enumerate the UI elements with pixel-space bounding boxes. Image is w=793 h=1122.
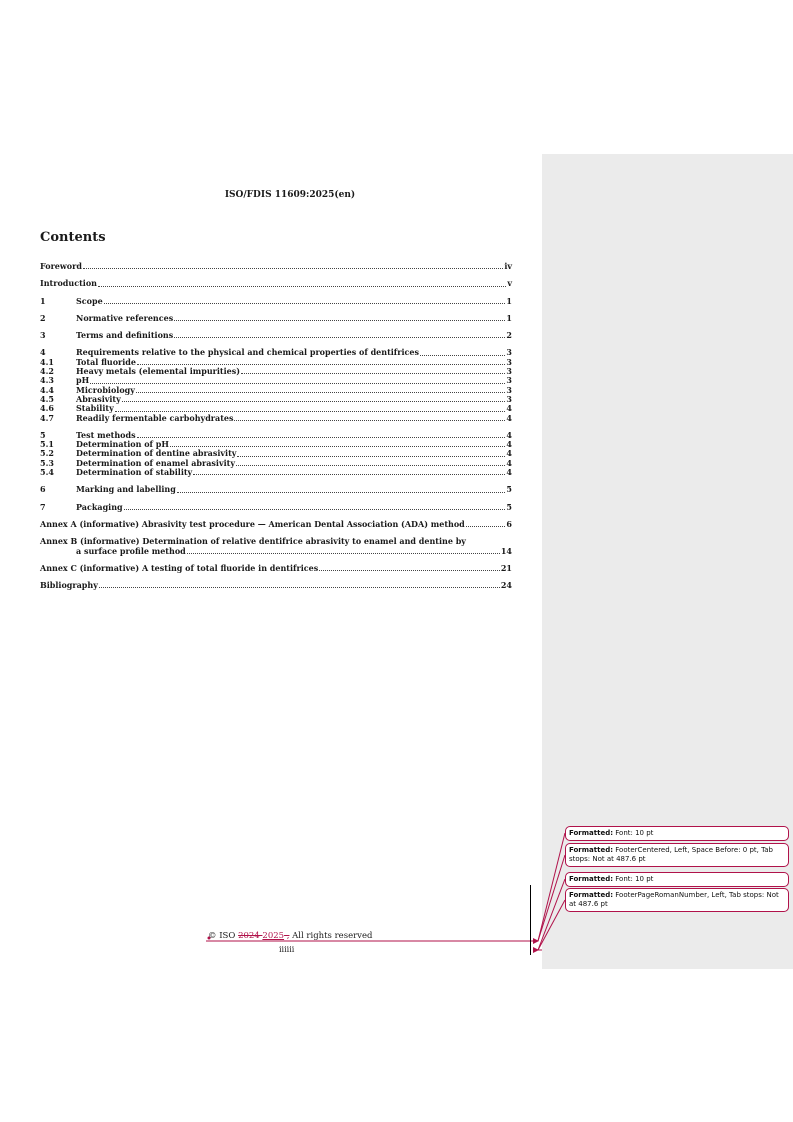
toc-title: Packaging [76, 501, 123, 512]
toc-number: 4.5 [40, 393, 54, 404]
comment-balloon-2[interactable]: Formatted: FooterCentered, Left, Space Before: 0 pt, Tab stops: Not at 487.6 pt [565, 843, 789, 867]
toc-number: 4.1 [40, 356, 54, 367]
toc-page: 14 [500, 545, 512, 556]
toc-title: Normative references [76, 312, 174, 323]
footer-copyright: © ISO 2024 2025 , All rights reserved [208, 931, 373, 941]
toc-title: Foreword [40, 261, 82, 271]
toc-page: 4 [506, 412, 512, 423]
toc-page: 4 [506, 429, 512, 440]
toc-page: iv [504, 261, 512, 271]
toc-number: 5.1 [40, 439, 54, 450]
toc-page: 5 [506, 484, 512, 495]
toc-title: Total fluoride [76, 356, 136, 367]
toc-title: Heavy metals (elemental impurities) [76, 366, 241, 377]
toc-title: Microbiology [76, 384, 135, 395]
footer-page-number: iiiiii [279, 945, 295, 954]
toc-page: 3 [506, 393, 512, 404]
toc-number: 5.3 [40, 457, 54, 468]
toc-title: pH [76, 375, 90, 386]
toc-page: 3 [506, 356, 512, 367]
toc-number: 4.7 [40, 412, 54, 423]
toc-page: 4 [506, 448, 512, 459]
toc-title: Bibliography [40, 580, 98, 591]
toc-title: a surface profile method [76, 545, 186, 556]
toc-page: 4 [506, 439, 512, 450]
toc-title: Stability [76, 403, 114, 414]
toc-title: Determination of stability [76, 467, 193, 478]
toc-page: 4 [506, 457, 512, 468]
toc-title: Determination of pH [76, 439, 169, 450]
toc-number: 5.2 [40, 448, 54, 459]
document-header: ISO/FDIS 11609:2025(en) [224, 190, 356, 200]
comment-balloon-1[interactable]: Formatted: Font: 10 pt [565, 826, 789, 841]
contents-title: Contents [40, 230, 106, 245]
toc-page: 24 [500, 580, 512, 591]
toc-title: Abrasivity [76, 393, 121, 404]
toc-title: Annex A (informative) Abrasivity test procedure — American Dental Association (ADA) method [40, 518, 465, 529]
toc-title: Determination of enamel abrasivity [76, 457, 235, 468]
toc-number: 4.3 [40, 375, 54, 386]
toc-page: 21 [500, 562, 512, 573]
toc-title: Terms and definitions [76, 330, 174, 341]
toc-number: 4 [40, 347, 46, 358]
toc-page: 2 [506, 330, 512, 341]
comment-balloon-4[interactable]: Formatted: FooterPageRomanNumber, Left, Tab stops: Not at 487.6 pt [565, 888, 789, 912]
toc-page: 3 [506, 384, 512, 395]
toc-number: 4.6 [40, 403, 54, 414]
margin-line [530, 885, 531, 955]
toc-page: 3 [506, 375, 512, 386]
toc-page: 5 [506, 501, 512, 512]
comment-balloon-3[interactable]: Formatted: Font: 10 pt [565, 872, 789, 887]
toc-number: 7 [40, 501, 46, 512]
toc-number: 5.4 [40, 467, 54, 478]
toc-title: Requirements relative to the physical and chemical properties of dentifrices [76, 347, 419, 358]
toc-number: 5 [40, 429, 46, 440]
toc-page: 1 [506, 312, 512, 323]
toc-title: Test methods [76, 429, 136, 440]
toc-number: 1 [40, 295, 46, 306]
toc-number: 3 [40, 330, 46, 341]
toc-number: 6 [40, 484, 46, 495]
toc-number: 4.2 [40, 366, 54, 377]
toc-title: Marking and labelling [76, 484, 176, 495]
toc-page: 4 [506, 403, 512, 414]
toc-title: Determination of dentine abrasivity [76, 448, 237, 459]
toc-title: Introduction [40, 278, 97, 289]
toc-title: Scope [76, 295, 103, 306]
toc-page: 6 [506, 518, 512, 529]
toc-page: 4 [506, 467, 512, 478]
toc-page: 1 [506, 295, 512, 306]
toc-page: 3 [506, 366, 512, 377]
toc-title: Annex C (informative) A testing of total fluoride in dentifrices [40, 562, 319, 573]
toc-annex-entry[interactable]: Annex B (informative) Determination of relative dentifrice abrasivity to enamel and dentine by [40, 536, 466, 547]
toc-page: v [507, 278, 512, 289]
toc-number: 4.4 [40, 384, 54, 395]
toc-title: Readily fermentable carbohydrates [76, 412, 234, 423]
toc-number: 2 [40, 312, 46, 323]
toc-page: 3 [506, 347, 512, 358]
